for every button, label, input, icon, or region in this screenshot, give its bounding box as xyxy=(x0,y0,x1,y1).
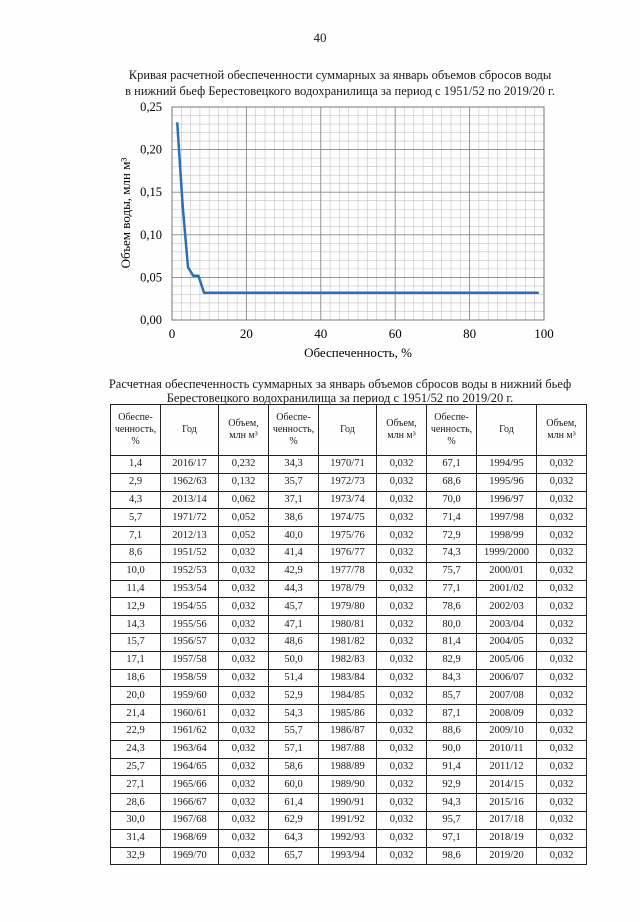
table-cell: 1970/71 xyxy=(319,456,377,474)
table-cell: 2005/06 xyxy=(477,651,537,669)
table-cell: 1956/57 xyxy=(161,633,219,651)
table-cell: 1973/74 xyxy=(319,491,377,509)
table-cell: 1995/96 xyxy=(477,473,537,491)
table-header-cell: Обеспе-ченность, % xyxy=(111,405,161,456)
table-cell: 0,032 xyxy=(377,633,427,651)
table-row xyxy=(111,651,587,669)
table-cell: 7,1 xyxy=(111,527,161,545)
table-cell: 2001/02 xyxy=(477,580,537,598)
table-cell: 2006/07 xyxy=(477,669,537,687)
table-cell: 0,052 xyxy=(219,509,269,527)
table-row xyxy=(111,562,587,580)
table-cell: 75,7 xyxy=(427,562,477,580)
table-cell: 0,032 xyxy=(377,473,427,491)
table-cell: 2000/01 xyxy=(477,562,537,580)
x-tick-label: 0 xyxy=(168,326,176,341)
table-cell: 78,6 xyxy=(427,598,477,616)
x-tick-label: 40 xyxy=(314,326,328,341)
table-cell: 94,3 xyxy=(427,794,477,812)
x-tick-label: 100 xyxy=(534,326,554,341)
table-cell: 55,7 xyxy=(269,722,319,740)
table-cell: 0,032 xyxy=(537,473,587,491)
table-cell: 1996/97 xyxy=(477,491,537,509)
table-cell: 1955/56 xyxy=(161,616,219,634)
table-cell: 54,3 xyxy=(269,705,319,723)
table-header-cell: Объем, млн м³ xyxy=(219,405,269,456)
table-cell: 1,4 xyxy=(111,456,161,474)
table-cell: 0,032 xyxy=(537,509,587,527)
table-cell: 35,7 xyxy=(269,473,319,491)
table-cell: 0,032 xyxy=(537,811,587,829)
table-cell: 0,032 xyxy=(219,776,269,794)
x-axis-label: Обеспеченность, % xyxy=(304,345,412,360)
table-cell: 8,6 xyxy=(111,544,161,562)
table-cell: 0,062 xyxy=(219,491,269,509)
table-cell: 0,032 xyxy=(219,794,269,812)
table-cell: 1985/86 xyxy=(319,705,377,723)
table-cell: 0,032 xyxy=(377,669,427,687)
table-cell: 1986/87 xyxy=(319,722,377,740)
table-cell: 0,052 xyxy=(219,527,269,545)
table-cell: 1992/93 xyxy=(319,829,377,847)
table-cell: 57,1 xyxy=(269,740,319,758)
table-cell: 0,032 xyxy=(537,598,587,616)
table-cell: 0,032 xyxy=(537,758,587,776)
table-cell: 2017/18 xyxy=(477,811,537,829)
table-row xyxy=(111,758,587,776)
y-axis-label: Объем воды, млн м³ xyxy=(118,157,133,269)
table-cell: 0,032 xyxy=(537,527,587,545)
table-cell: 40,0 xyxy=(269,527,319,545)
table-cell: 0,032 xyxy=(219,669,269,687)
table-cell: 67,1 xyxy=(427,456,477,474)
table-cell: 0,032 xyxy=(219,562,269,580)
table-cell: 22,9 xyxy=(111,722,161,740)
table-cell: 58,6 xyxy=(269,758,319,776)
table-cell: 0,032 xyxy=(537,616,587,634)
table-cell: 28,6 xyxy=(111,794,161,812)
table-cell: 50,0 xyxy=(269,651,319,669)
table-title xyxy=(80,377,600,405)
table-cell: 1984/85 xyxy=(319,687,377,705)
table-cell: 2016/17 xyxy=(161,456,219,474)
table-cell: 1980/81 xyxy=(319,616,377,634)
table-row xyxy=(111,847,587,865)
table-cell: 52,9 xyxy=(269,687,319,705)
table-cell: 0,032 xyxy=(219,847,269,865)
table-cell: 1974/75 xyxy=(319,509,377,527)
table-cell: 0,032 xyxy=(219,811,269,829)
table-cell: 95,7 xyxy=(427,811,477,829)
table-cell: 42,9 xyxy=(269,562,319,580)
table-cell: 70,0 xyxy=(427,491,477,509)
table-row xyxy=(111,491,587,509)
table-cell: 15,7 xyxy=(111,633,161,651)
table-cell: 2011/12 xyxy=(477,758,537,776)
table-cell: 47,1 xyxy=(269,616,319,634)
data-table xyxy=(110,404,587,865)
table-cell: 48,6 xyxy=(269,633,319,651)
table-cell: 77,1 xyxy=(427,580,477,598)
table-cell: 0,032 xyxy=(219,722,269,740)
table-cell: 1976/77 xyxy=(319,544,377,562)
table-row xyxy=(111,669,587,687)
table-row xyxy=(111,705,587,723)
page-number: 40 xyxy=(313,30,327,45)
table-cell: 1993/94 xyxy=(319,847,377,865)
table-cell: 0,032 xyxy=(219,544,269,562)
table-cell: 1964/65 xyxy=(161,758,219,776)
table-cell: 10,0 xyxy=(111,562,161,580)
table-cell: 1960/61 xyxy=(161,705,219,723)
table-cell: 14,3 xyxy=(111,616,161,634)
table-cell: 0,032 xyxy=(377,811,427,829)
table-cell: 1989/90 xyxy=(319,776,377,794)
table-cell: 0,032 xyxy=(537,456,587,474)
table-cell: 2,9 xyxy=(111,473,161,491)
table-cell: 2014/15 xyxy=(477,776,537,794)
table-cell: 0,032 xyxy=(219,651,269,669)
table-cell: 1952/53 xyxy=(161,562,219,580)
table-cell: 1978/79 xyxy=(319,580,377,598)
table-cell: 0,032 xyxy=(377,740,427,758)
table-header-cell: Объем, млн м³ xyxy=(537,405,587,456)
table-title-line-2: Берестовецкого водохранилища за период с 1951/52 по 2019/20 г. xyxy=(166,391,514,405)
table-cell: 2013/14 xyxy=(161,491,219,509)
table-cell: 0,032 xyxy=(377,687,427,705)
table-cell: 74,3 xyxy=(427,544,477,562)
table-cell: 0,032 xyxy=(537,705,587,723)
table-cell: 0,032 xyxy=(377,794,427,812)
table-cell: 0,032 xyxy=(219,705,269,723)
table-cell: 2012/13 xyxy=(161,527,219,545)
table-cell: 1958/59 xyxy=(161,669,219,687)
table-title-line-1: Расчетная обеспеченность суммарных за январь объемов сбросов воды в нижний бьеф xyxy=(108,377,572,391)
y-tick-label: 0,20 xyxy=(140,142,162,157)
table-row xyxy=(111,776,587,794)
table-cell: 12,9 xyxy=(111,598,161,616)
table-cell: 1963/64 xyxy=(161,740,219,758)
table-cell: 1969/70 xyxy=(161,847,219,865)
table-cell: 1971/72 xyxy=(161,509,219,527)
y-tick-label: 0,10 xyxy=(140,227,162,242)
table-row xyxy=(111,527,587,545)
table-cell: 1951/52 xyxy=(161,544,219,562)
table-row xyxy=(111,794,587,812)
table-cell: 0,032 xyxy=(537,580,587,598)
table-cell: 1975/76 xyxy=(319,527,377,545)
table-cell: 82,9 xyxy=(427,651,477,669)
table-cell: 1987/88 xyxy=(319,740,377,758)
table-cell: 0,032 xyxy=(377,509,427,527)
table-cell: 81,4 xyxy=(427,633,477,651)
table-cell: 0,032 xyxy=(537,829,587,847)
table-cell: 92,9 xyxy=(427,776,477,794)
table-cell: 2008/09 xyxy=(477,705,537,723)
table-cell: 0,032 xyxy=(537,847,587,865)
table-header-cell: Год xyxy=(319,405,377,456)
table-cell: 2015/16 xyxy=(477,794,537,812)
table-cell: 5,7 xyxy=(111,509,161,527)
x-tick-labels xyxy=(169,326,554,341)
y-tick-labels xyxy=(140,100,162,327)
table-row xyxy=(111,633,587,651)
table-header-cell: Год xyxy=(477,405,537,456)
table-cell: 71,4 xyxy=(427,509,477,527)
table-cell: 61,4 xyxy=(269,794,319,812)
x-tick-label: 60 xyxy=(388,326,402,341)
table-cell: 51,4 xyxy=(269,669,319,687)
table-cell: 1967/68 xyxy=(161,811,219,829)
table-cell: 84,3 xyxy=(427,669,477,687)
table-cell: 0,032 xyxy=(219,580,269,598)
table-cell: 18,6 xyxy=(111,669,161,687)
table-cell: 0,032 xyxy=(537,544,587,562)
table-header-row xyxy=(111,405,587,456)
table-cell: 1972/73 xyxy=(319,473,377,491)
table-row xyxy=(111,598,587,616)
table-cell: 0,032 xyxy=(219,598,269,616)
table-cell: 0,032 xyxy=(219,829,269,847)
table-cell: 98,6 xyxy=(427,847,477,865)
table-row xyxy=(111,722,587,740)
table-cell: 1959/60 xyxy=(161,687,219,705)
table-cell: 68,6 xyxy=(427,473,477,491)
table-cell: 0,232 xyxy=(219,456,269,474)
table-cell: 0,032 xyxy=(377,758,427,776)
table-cell: 2003/04 xyxy=(477,616,537,634)
table-header-cell: Год xyxy=(161,405,219,456)
table-cell: 0,032 xyxy=(537,687,587,705)
table-row xyxy=(111,580,587,598)
table-cell: 90,0 xyxy=(427,740,477,758)
table-row xyxy=(111,811,587,829)
table-row xyxy=(111,829,587,847)
table-cell: 1954/55 xyxy=(161,598,219,616)
table-row xyxy=(111,456,587,474)
table-cell: 1988/89 xyxy=(319,758,377,776)
x-tick-label: 80 xyxy=(463,326,477,341)
table-cell: 1982/83 xyxy=(319,651,377,669)
table-cell: 45,7 xyxy=(269,598,319,616)
table-cell: 72,9 xyxy=(427,527,477,545)
table-cell: 1961/62 xyxy=(161,722,219,740)
chart-title-line-1: Кривая расчетной обеспеченности суммарных за январь объемов сбросов воды xyxy=(128,68,552,82)
table-cell: 2004/05 xyxy=(477,633,537,651)
table-cell: 31,4 xyxy=(111,829,161,847)
table-cell: 64,3 xyxy=(269,829,319,847)
table-cell: 0,032 xyxy=(219,740,269,758)
table-cell: 27,1 xyxy=(111,776,161,794)
table-cell: 0,132 xyxy=(219,473,269,491)
table-cell: 1994/95 xyxy=(477,456,537,474)
table-cell: 1999/2000 xyxy=(477,544,537,562)
table-cell: 1965/66 xyxy=(161,776,219,794)
table-cell: 38,6 xyxy=(269,509,319,527)
table-cell: 1977/78 xyxy=(319,562,377,580)
table-cell: 62,9 xyxy=(269,811,319,829)
table-cell: 80,0 xyxy=(427,616,477,634)
table-cell: 2018/19 xyxy=(477,829,537,847)
y-tick-label: 0,05 xyxy=(140,270,162,285)
table-cell: 2007/08 xyxy=(477,687,537,705)
table-cell: 0,032 xyxy=(537,562,587,580)
table-cell: 1997/98 xyxy=(477,509,537,527)
y-tick-label: 0,25 xyxy=(140,100,162,114)
table-cell: 0,032 xyxy=(537,794,587,812)
table-cell: 88,6 xyxy=(427,722,477,740)
table-cell: 0,032 xyxy=(377,580,427,598)
table-cell: 0,032 xyxy=(377,776,427,794)
table-cell: 0,032 xyxy=(377,705,427,723)
x-tick-label: 20 xyxy=(239,326,253,341)
table-cell: 0,032 xyxy=(537,740,587,758)
table-cell: 1983/84 xyxy=(319,669,377,687)
y-tick-label: 0,15 xyxy=(140,185,162,200)
table-cell: 0,032 xyxy=(377,544,427,562)
table-cell: 65,7 xyxy=(269,847,319,865)
y-tick-label: 0,00 xyxy=(140,313,162,327)
table-cell: 41,4 xyxy=(269,544,319,562)
table-cell: 91,4 xyxy=(427,758,477,776)
table-cell: 21,4 xyxy=(111,705,161,723)
table-cell: 1953/54 xyxy=(161,580,219,598)
table-cell: 1962/63 xyxy=(161,473,219,491)
table-cell: 0,032 xyxy=(219,758,269,776)
table-cell: 1968/69 xyxy=(161,829,219,847)
table-row xyxy=(111,740,587,758)
table-cell: 0,032 xyxy=(377,527,427,545)
table-cell: 0,032 xyxy=(377,651,427,669)
table-cell: 1957/58 xyxy=(161,651,219,669)
table-cell: 97,1 xyxy=(427,829,477,847)
table-cell: 0,032 xyxy=(537,651,587,669)
table-cell: 4,3 xyxy=(111,491,161,509)
table-cell: 60,0 xyxy=(269,776,319,794)
table-cell: 24,3 xyxy=(111,740,161,758)
table-cell: 1966/67 xyxy=(161,794,219,812)
table-cell: 2002/03 xyxy=(477,598,537,616)
table-header-cell: Обеспе-ченность, % xyxy=(427,405,477,456)
table-cell: 2009/10 xyxy=(477,722,537,740)
table-cell: 34,3 xyxy=(269,456,319,474)
table-cell: 0,032 xyxy=(377,847,427,865)
table-row xyxy=(111,509,587,527)
table-cell: 0,032 xyxy=(377,722,427,740)
table-row xyxy=(111,687,587,705)
table-cell: 0,032 xyxy=(377,598,427,616)
table-cell: 17,1 xyxy=(111,651,161,669)
chart-title-line-2: в нижний бьеф Берестовецкого водохранилища за период с 1951/52 по 2019/20 г. xyxy=(125,84,555,98)
table-cell: 0,032 xyxy=(219,687,269,705)
table-cell: 1981/82 xyxy=(319,633,377,651)
table-cell: 44,3 xyxy=(269,580,319,598)
table-cell: 0,032 xyxy=(537,722,587,740)
table-cell: 1998/99 xyxy=(477,527,537,545)
table-cell: 37,1 xyxy=(269,491,319,509)
table-cell: 2019/20 xyxy=(477,847,537,865)
table-row xyxy=(111,616,587,634)
table-cell: 11,4 xyxy=(111,580,161,598)
table-header-cell: Объем, млн м³ xyxy=(377,405,427,456)
table-cell: 0,032 xyxy=(537,491,587,509)
table-cell: 0,032 xyxy=(377,616,427,634)
table-cell: 0,032 xyxy=(537,633,587,651)
table-cell: 1991/92 xyxy=(319,811,377,829)
table-cell: 25,7 xyxy=(111,758,161,776)
table-cell: 85,7 xyxy=(427,687,477,705)
table-cell: 0,032 xyxy=(377,491,427,509)
table-cell: 0,032 xyxy=(377,829,427,847)
table-cell: 2010/11 xyxy=(477,740,537,758)
table-cell: 0,032 xyxy=(537,669,587,687)
table-cell: 1979/80 xyxy=(319,598,377,616)
table-cell: 0,032 xyxy=(219,633,269,651)
table-cell: 0,032 xyxy=(219,616,269,634)
table-cell: 20,0 xyxy=(111,687,161,705)
table-cell: 0,032 xyxy=(377,456,427,474)
chart xyxy=(0,0,640,370)
table-row xyxy=(111,473,587,491)
table-cell: 0,032 xyxy=(377,562,427,580)
table-cell: 32,9 xyxy=(111,847,161,865)
table-cell: 0,032 xyxy=(537,776,587,794)
table-cell: 87,1 xyxy=(427,705,477,723)
table-row xyxy=(111,544,587,562)
table-cell: 1990/91 xyxy=(319,794,377,812)
table-header-cell: Обеспе-ченность, % xyxy=(269,405,319,456)
table-cell: 30,0 xyxy=(111,811,161,829)
chart-grid-minor xyxy=(172,107,544,320)
